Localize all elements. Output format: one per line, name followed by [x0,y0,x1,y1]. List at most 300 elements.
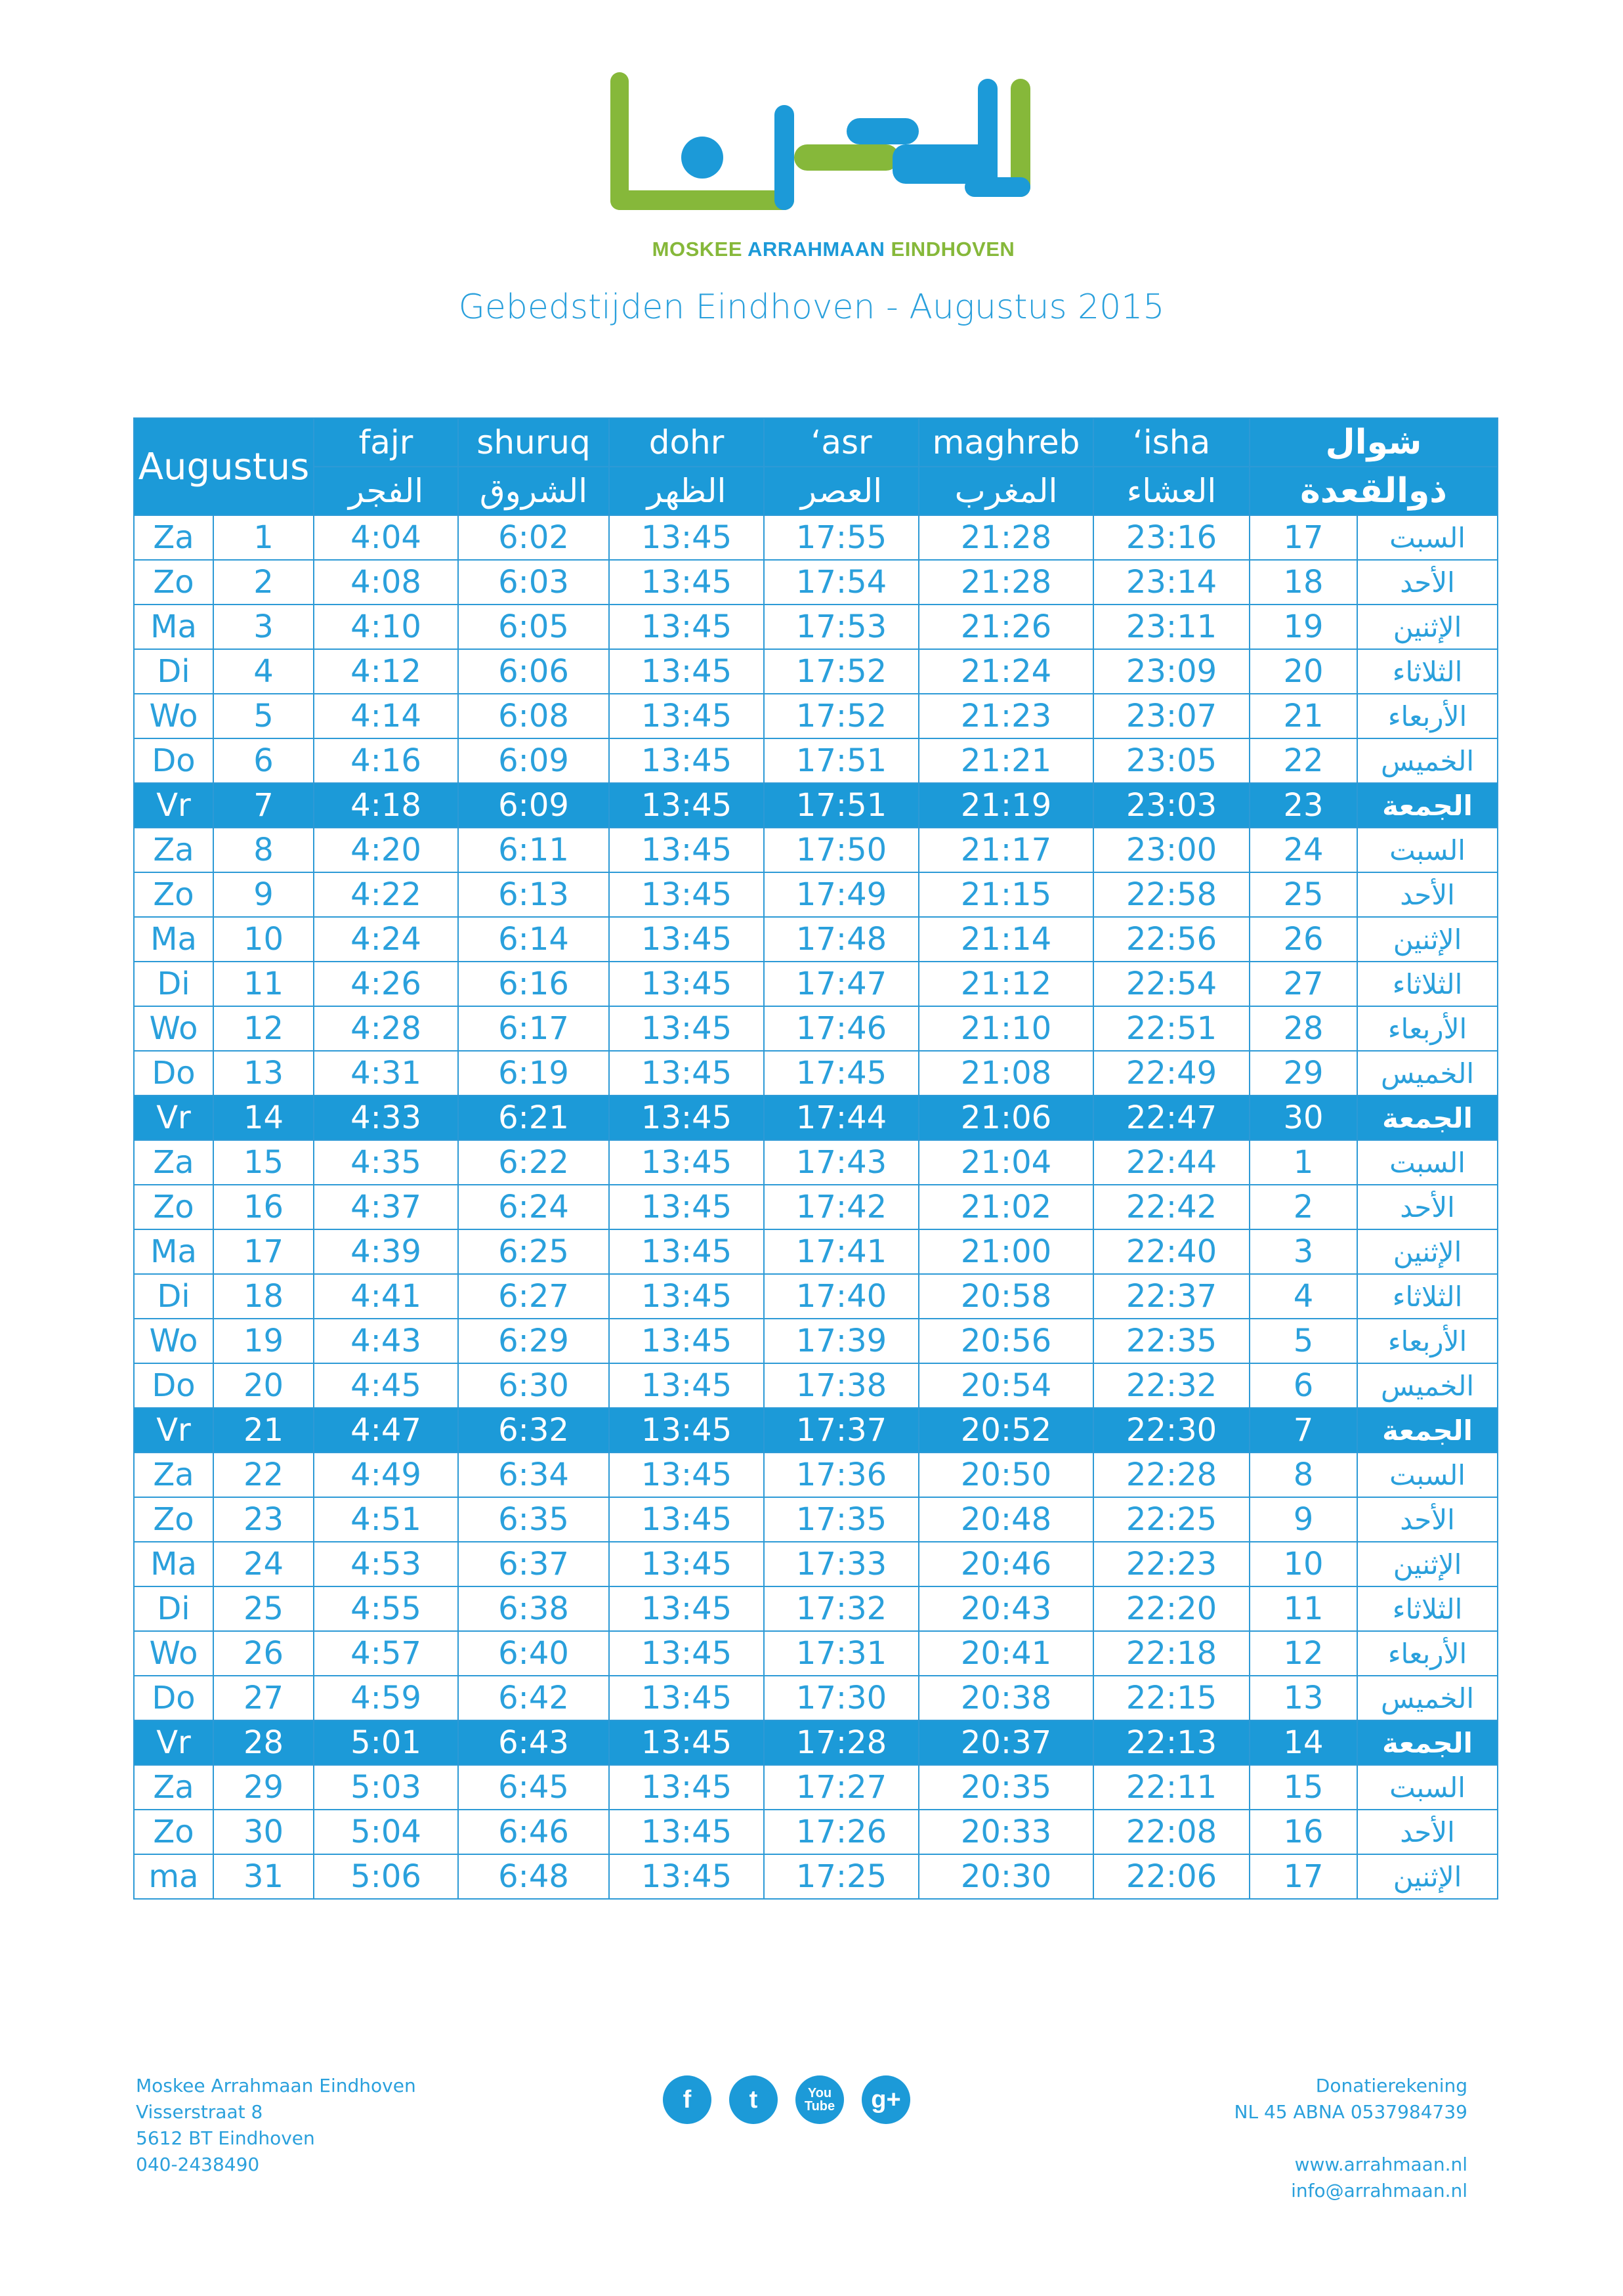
hijri-day: 5 [1250,1319,1357,1363]
isha-time: 22:28 [1093,1453,1250,1497]
asr-time: 17:52 [764,649,919,694]
hijri-day: 10 [1250,1542,1357,1586]
isha-time: 22:51 [1093,1006,1250,1051]
dohr-time: 13:45 [609,515,764,560]
maghreb-time: 20:43 [919,1586,1093,1631]
asr-time: 17:53 [764,605,919,649]
day-abbr: Ma [134,605,213,649]
hijri-day: 23 [1250,783,1357,828]
arabic-weekday: الأحد [1357,1185,1498,1229]
day-abbr: Za [134,1453,213,1497]
arabic-weekday: الخميس [1357,738,1498,783]
arabic-weekday: الأربعاء [1357,1631,1498,1676]
donation-label: Donatierekening [1315,2075,1467,2096]
fajr-time: 5:06 [314,1854,458,1899]
asr-time: 17:32 [764,1586,919,1631]
fajr-time: 4:16 [314,738,458,783]
fajr-time: 4:53 [314,1542,458,1586]
hijri-day: 16 [1250,1810,1357,1854]
asr-time: 17:48 [764,917,919,962]
shuruq-time: 6:48 [458,1854,609,1899]
isha-time: 23:07 [1093,694,1250,738]
day-abbr: Zo [134,1497,213,1542]
day-abbr: Vr [134,1095,213,1140]
maghreb-time: 21:00 [919,1229,1093,1274]
day-number: 22 [213,1453,314,1497]
shuruq-time: 6:09 [458,738,609,783]
day-number: 15 [213,1140,314,1185]
hijri-day: 3 [1250,1229,1357,1274]
shuruq-time: 6:43 [458,1720,609,1765]
asr-time: 17:50 [764,828,919,872]
hijri-day: 21 [1250,694,1357,738]
website-link[interactable]: www.arrahmaan.nl [1294,2154,1467,2175]
asr-time: 17:28 [764,1720,919,1765]
fajr-time: 4:26 [314,962,458,1006]
day-number: 24 [213,1542,314,1586]
day-abbr: Ma [134,1542,213,1586]
maghreb-time: 20:46 [919,1542,1093,1586]
col-maghreb-latin: maghreb [919,418,1093,467]
hijri-day: 6 [1250,1363,1357,1408]
day-number: 28 [213,1720,314,1765]
twitter-icon[interactable]: t [729,2075,778,2124]
day-number: 2 [213,560,314,605]
hijri-day: 29 [1250,1051,1357,1095]
asr-time: 17:35 [764,1497,919,1542]
arabic-weekday: الثلاثاء [1357,962,1498,1006]
day-number: 26 [213,1631,314,1676]
day-number: 13 [213,1051,314,1095]
youtube-icon[interactable]: You Tube [795,2075,844,2124]
table-row [134,1676,1498,1720]
asr-time: 17:46 [764,1006,919,1051]
arabic-weekday: الإثنين [1357,917,1498,962]
maghreb-time: 20:58 [919,1274,1093,1319]
isha-time: 22:40 [1093,1229,1250,1274]
day-number: 3 [213,605,314,649]
arabic-weekday: السبت [1357,828,1498,872]
hijri-day: 1 [1250,1140,1357,1185]
table-row [134,1586,1498,1631]
table-row [134,1006,1498,1051]
col-isha-latin: ‘isha [1093,418,1250,467]
arabic-weekday: السبت [1357,1140,1498,1185]
hijri-day: 18 [1250,560,1357,605]
col-fajr-arabic: الفجر [314,467,458,515]
asr-time: 17:42 [764,1185,919,1229]
table-row [134,1542,1498,1586]
shuruq-time: 6:09 [458,783,609,828]
day-abbr: Di [134,1274,213,1319]
dohr-time: 13:45 [609,783,764,828]
dohr-time: 13:45 [609,1810,764,1854]
hijri-day: 2 [1250,1185,1357,1229]
asr-time: 17:31 [764,1631,919,1676]
day-number: 23 [213,1497,314,1542]
table-row [134,1810,1498,1854]
shuruq-time: 6:30 [458,1363,609,1408]
day-abbr: Za [134,1140,213,1185]
dohr-time: 13:45 [609,1497,764,1542]
fajr-time: 4:55 [314,1586,458,1631]
day-number: 6 [213,738,314,783]
dohr-time: 13:45 [609,605,764,649]
shuruq-time: 6:05 [458,605,609,649]
table-row [134,1720,1498,1765]
table-row [134,1274,1498,1319]
arabic-weekday: الثلاثاء [1357,649,1498,694]
asr-time: 17:26 [764,1810,919,1854]
hijri-day: 24 [1250,828,1357,872]
day-number: 8 [213,828,314,872]
email-link[interactable]: info@arrahmaan.nl [1291,2180,1467,2201]
asr-time: 17:33 [764,1542,919,1586]
maghreb-time: 20:35 [919,1765,1093,1810]
hijri-day: 9 [1250,1497,1357,1542]
isha-time: 23:03 [1093,783,1250,828]
arabic-weekday: الإثنين [1357,1542,1498,1586]
address-line: Moskee Arrahmaan Eindhoven [136,2075,416,2096]
hijri-day: 26 [1250,917,1357,962]
day-number: 30 [213,1810,314,1854]
dohr-time: 13:45 [609,1453,764,1497]
day-abbr: Di [134,1586,213,1631]
dohr-time: 13:45 [609,1274,764,1319]
isha-time: 22:58 [1093,872,1250,917]
fajr-time: 4:57 [314,1631,458,1676]
maghreb-time: 20:54 [919,1363,1093,1408]
arabic-weekday: الأحد [1357,560,1498,605]
day-number: 10 [213,917,314,962]
fajr-time: 4:43 [314,1319,458,1363]
dohr-time: 13:45 [609,1854,764,1899]
arabic-weekday: الأحد [1357,1497,1498,1542]
shuruq-time: 6:27 [458,1274,609,1319]
asr-time: 17:30 [764,1676,919,1720]
logo [610,66,1057,263]
arabic-weekday: الإثنين [1357,605,1498,649]
isha-time: 22:49 [1093,1051,1250,1095]
facebook-icon[interactable]: f [663,2075,711,2124]
isha-time: 22:18 [1093,1631,1250,1676]
asr-time: 17:55 [764,515,919,560]
asr-time: 17:52 [764,694,919,738]
day-abbr: Zo [134,872,213,917]
day-abbr: Do [134,738,213,783]
day-number: 14 [213,1095,314,1140]
hijri-day: 30 [1250,1095,1357,1140]
asr-time: 17:54 [764,560,919,605]
hijri-day: 4 [1250,1274,1357,1319]
col-fajr-latin: fajr [314,418,458,467]
day-number: 11 [213,962,314,1006]
day-number: 4 [213,649,314,694]
shuruq-time: 6:24 [458,1185,609,1229]
shuruq-time: 6:19 [458,1051,609,1095]
table-row [134,783,1498,828]
table-row [134,1408,1498,1453]
arabic-weekday: الأحد [1357,1810,1498,1854]
fajr-time: 4:59 [314,1676,458,1720]
day-abbr: Za [134,828,213,872]
hijri-day: 27 [1250,962,1357,1006]
asr-time: 17:43 [764,1140,919,1185]
day-abbr: Za [134,1765,213,1810]
maghreb-time: 21:19 [919,783,1093,828]
hijri-month-2: ذوالقعدة [1250,467,1498,515]
table-row [134,872,1498,917]
fajr-time: 4:20 [314,828,458,872]
shuruq-time: 6:08 [458,694,609,738]
hijri-day: 8 [1250,1453,1357,1497]
asr-time: 17:51 [764,738,919,783]
dohr-time: 13:45 [609,1408,764,1453]
day-abbr: Zo [134,1185,213,1229]
asr-time: 17:36 [764,1453,919,1497]
shuruq-time: 6:13 [458,872,609,917]
social-links [663,2075,910,2124]
fajr-time: 4:28 [314,1006,458,1051]
arabic-weekday: الإثنين [1357,1854,1498,1899]
hijri-day: 17 [1250,1854,1357,1899]
hijri-day: 25 [1250,872,1357,917]
asr-time: 17:44 [764,1095,919,1140]
dohr-time: 13:45 [609,1586,764,1631]
fajr-time: 4:33 [314,1095,458,1140]
col-shuruq-arabic: الشروق [458,467,609,515]
isha-time: 23:16 [1093,515,1250,560]
maghreb-time: 21:14 [919,917,1093,962]
day-number: 9 [213,872,314,917]
table-row [134,962,1498,1006]
hijri-day: 28 [1250,1006,1357,1051]
hijri-day: 15 [1250,1765,1357,1810]
month-header: Augustus [134,418,314,515]
shuruq-time: 6:34 [458,1453,609,1497]
address-line: Visserstraat 8 [136,2101,263,2123]
table-row [134,1140,1498,1185]
isha-time: 22:25 [1093,1497,1250,1542]
maghreb-time: 21:04 [919,1140,1093,1185]
arabic-weekday: الإثنين [1357,1229,1498,1274]
asr-time: 17:45 [764,1051,919,1095]
table-row [134,605,1498,649]
hijri-day: 12 [1250,1631,1357,1676]
dohr-time: 13:45 [609,1676,764,1720]
arabic-weekday: السبت [1357,1453,1498,1497]
dohr-time: 13:45 [609,1095,764,1140]
prayer-times-table [133,417,1498,1900]
table-body [134,515,1498,1899]
asr-time: 17:25 [764,1854,919,1899]
day-number: 1 [213,515,314,560]
day-abbr: Ma [134,917,213,962]
table-row [134,1095,1498,1140]
footer-contact [1234,2073,1467,2204]
day-number: 29 [213,1765,314,1810]
dohr-time: 13:45 [609,1765,764,1810]
arabic-weekday: الأربعاء [1357,694,1498,738]
fajr-time: 5:01 [314,1720,458,1765]
table-row [134,1229,1498,1274]
table-row [134,917,1498,962]
isha-time: 22:37 [1093,1274,1250,1319]
isha-time: 22:06 [1093,1854,1250,1899]
shuruq-time: 6:06 [458,649,609,694]
fajr-time: 5:03 [314,1765,458,1810]
maghreb-time: 20:48 [919,1497,1093,1542]
shuruq-time: 6:25 [458,1229,609,1274]
fajr-time: 4:45 [314,1363,458,1408]
fajr-time: 4:18 [314,783,458,828]
day-abbr: Wo [134,1631,213,1676]
dohr-time: 13:45 [609,917,764,962]
isha-time: 22:13 [1093,1720,1250,1765]
table-row [134,1631,1498,1676]
maghreb-time: 21:23 [919,694,1093,738]
maghreb-time: 21:17 [919,828,1093,872]
isha-time: 22:56 [1093,917,1250,962]
isha-time: 22:32 [1093,1363,1250,1408]
hijri-day: 14 [1250,1720,1357,1765]
shuruq-time: 6:35 [458,1497,609,1542]
day-abbr: Za [134,515,213,560]
table-row [134,1051,1498,1095]
day-abbr: Do [134,1676,213,1720]
table-row [134,1319,1498,1363]
dohr-time: 13:45 [609,1185,764,1229]
footer-address [136,2073,416,2178]
fajr-time: 4:49 [314,1453,458,1497]
fajr-time: 4:35 [314,1140,458,1185]
day-number: 21 [213,1408,314,1453]
maghreb-time: 21:21 [919,738,1093,783]
fajr-time: 4:39 [314,1229,458,1274]
arabic-weekday: الأربعاء [1357,1319,1498,1363]
col-asr-arabic: العصر [764,467,919,515]
isha-time: 23:14 [1093,560,1250,605]
hijri-day: 11 [1250,1586,1357,1631]
table-row [134,738,1498,783]
day-number: 12 [213,1006,314,1051]
fajr-time: 4:51 [314,1497,458,1542]
day-number: 31 [213,1854,314,1899]
day-abbr: Di [134,962,213,1006]
isha-time: 23:00 [1093,828,1250,872]
hijri-day: 7 [1250,1408,1357,1453]
fajr-time: 4:04 [314,515,458,560]
col-dohr-arabic: الظهر [609,467,764,515]
table-row [134,515,1498,560]
day-number: 20 [213,1363,314,1408]
isha-time: 22:30 [1093,1408,1250,1453]
shuruq-time: 6:03 [458,560,609,605]
day-number: 19 [213,1319,314,1363]
maghreb-time: 20:56 [919,1319,1093,1363]
shuruq-time: 6:37 [458,1542,609,1586]
day-number: 17 [213,1229,314,1274]
table-row [134,1497,1498,1542]
table-row [134,828,1498,872]
hijri-day: 20 [1250,649,1357,694]
day-abbr: Zo [134,560,213,605]
asr-time: 17:39 [764,1319,919,1363]
arabic-weekday: الأربعاء [1357,1006,1498,1051]
col-asr-latin: ‘asr [764,418,919,467]
col-isha-arabic: العشاء [1093,467,1250,515]
day-abbr: Di [134,649,213,694]
asr-time: 17:38 [764,1363,919,1408]
day-number: 25 [213,1586,314,1631]
isha-time: 22:54 [1093,962,1250,1006]
day-number: 27 [213,1676,314,1720]
isha-time: 22:44 [1093,1140,1250,1185]
maghreb-time: 20:30 [919,1854,1093,1899]
isha-time: 23:05 [1093,738,1250,783]
isha-time: 22:11 [1093,1765,1250,1810]
col-shuruq-latin: shuruq [458,418,609,467]
arabic-weekday: الجمعة [1357,1720,1498,1765]
hijri-day: 22 [1250,738,1357,783]
page-title: Gebedstijden Eindhoven - Augustus 2015 [458,287,1165,327]
dohr-time: 13:45 [609,1140,764,1185]
isha-time: 22:08 [1093,1810,1250,1854]
maghreb-time: 20:37 [919,1720,1093,1765]
iban: NL 45 ABNA 0537984739 [1234,2101,1467,2123]
isha-time: 22:47 [1093,1095,1250,1140]
shuruq-time: 6:42 [458,1676,609,1720]
arabic-weekday: الثلاثاء [1357,1274,1498,1319]
dohr-time: 13:45 [609,694,764,738]
hijri-day: 13 [1250,1676,1357,1720]
day-abbr: ma [134,1854,213,1899]
dohr-time: 13:45 [609,738,764,783]
maghreb-time: 21:12 [919,962,1093,1006]
col-maghreb-arabic: المغرب [919,467,1093,515]
shuruq-time: 6:11 [458,828,609,872]
maghreb-time: 21:08 [919,1051,1093,1095]
shuruq-time: 6:17 [458,1006,609,1051]
dohr-time: 13:45 [609,1631,764,1676]
shuruq-time: 6:45 [458,1765,609,1810]
table-row [134,694,1498,738]
shuruq-time: 6:22 [458,1140,609,1185]
day-number: 7 [213,783,314,828]
hijri-day: 19 [1250,605,1357,649]
fajr-time: 5:04 [314,1810,458,1854]
fajr-time: 4:14 [314,694,458,738]
day-abbr: Wo [134,694,213,738]
maghreb-time: 20:41 [919,1631,1093,1676]
hijri-month-1: شوال [1250,418,1498,467]
fajr-time: 4:47 [314,1408,458,1453]
asr-time: 17:37 [764,1408,919,1453]
hijri-day: 17 [1250,515,1357,560]
asr-time: 17:27 [764,1765,919,1810]
isha-time: 23:09 [1093,649,1250,694]
shuruq-time: 6:16 [458,962,609,1006]
maghreb-time: 21:02 [919,1185,1093,1229]
maghreb-time: 21:10 [919,1006,1093,1051]
arabic-weekday: الخميس [1357,1051,1498,1095]
googleplus-icon[interactable]: g+ [862,2075,910,2124]
arabic-weekday: الأحد [1357,872,1498,917]
asr-time: 17:51 [764,783,919,828]
fajr-time: 4:12 [314,649,458,694]
maghreb-time: 21:24 [919,649,1093,694]
table-row [134,649,1498,694]
